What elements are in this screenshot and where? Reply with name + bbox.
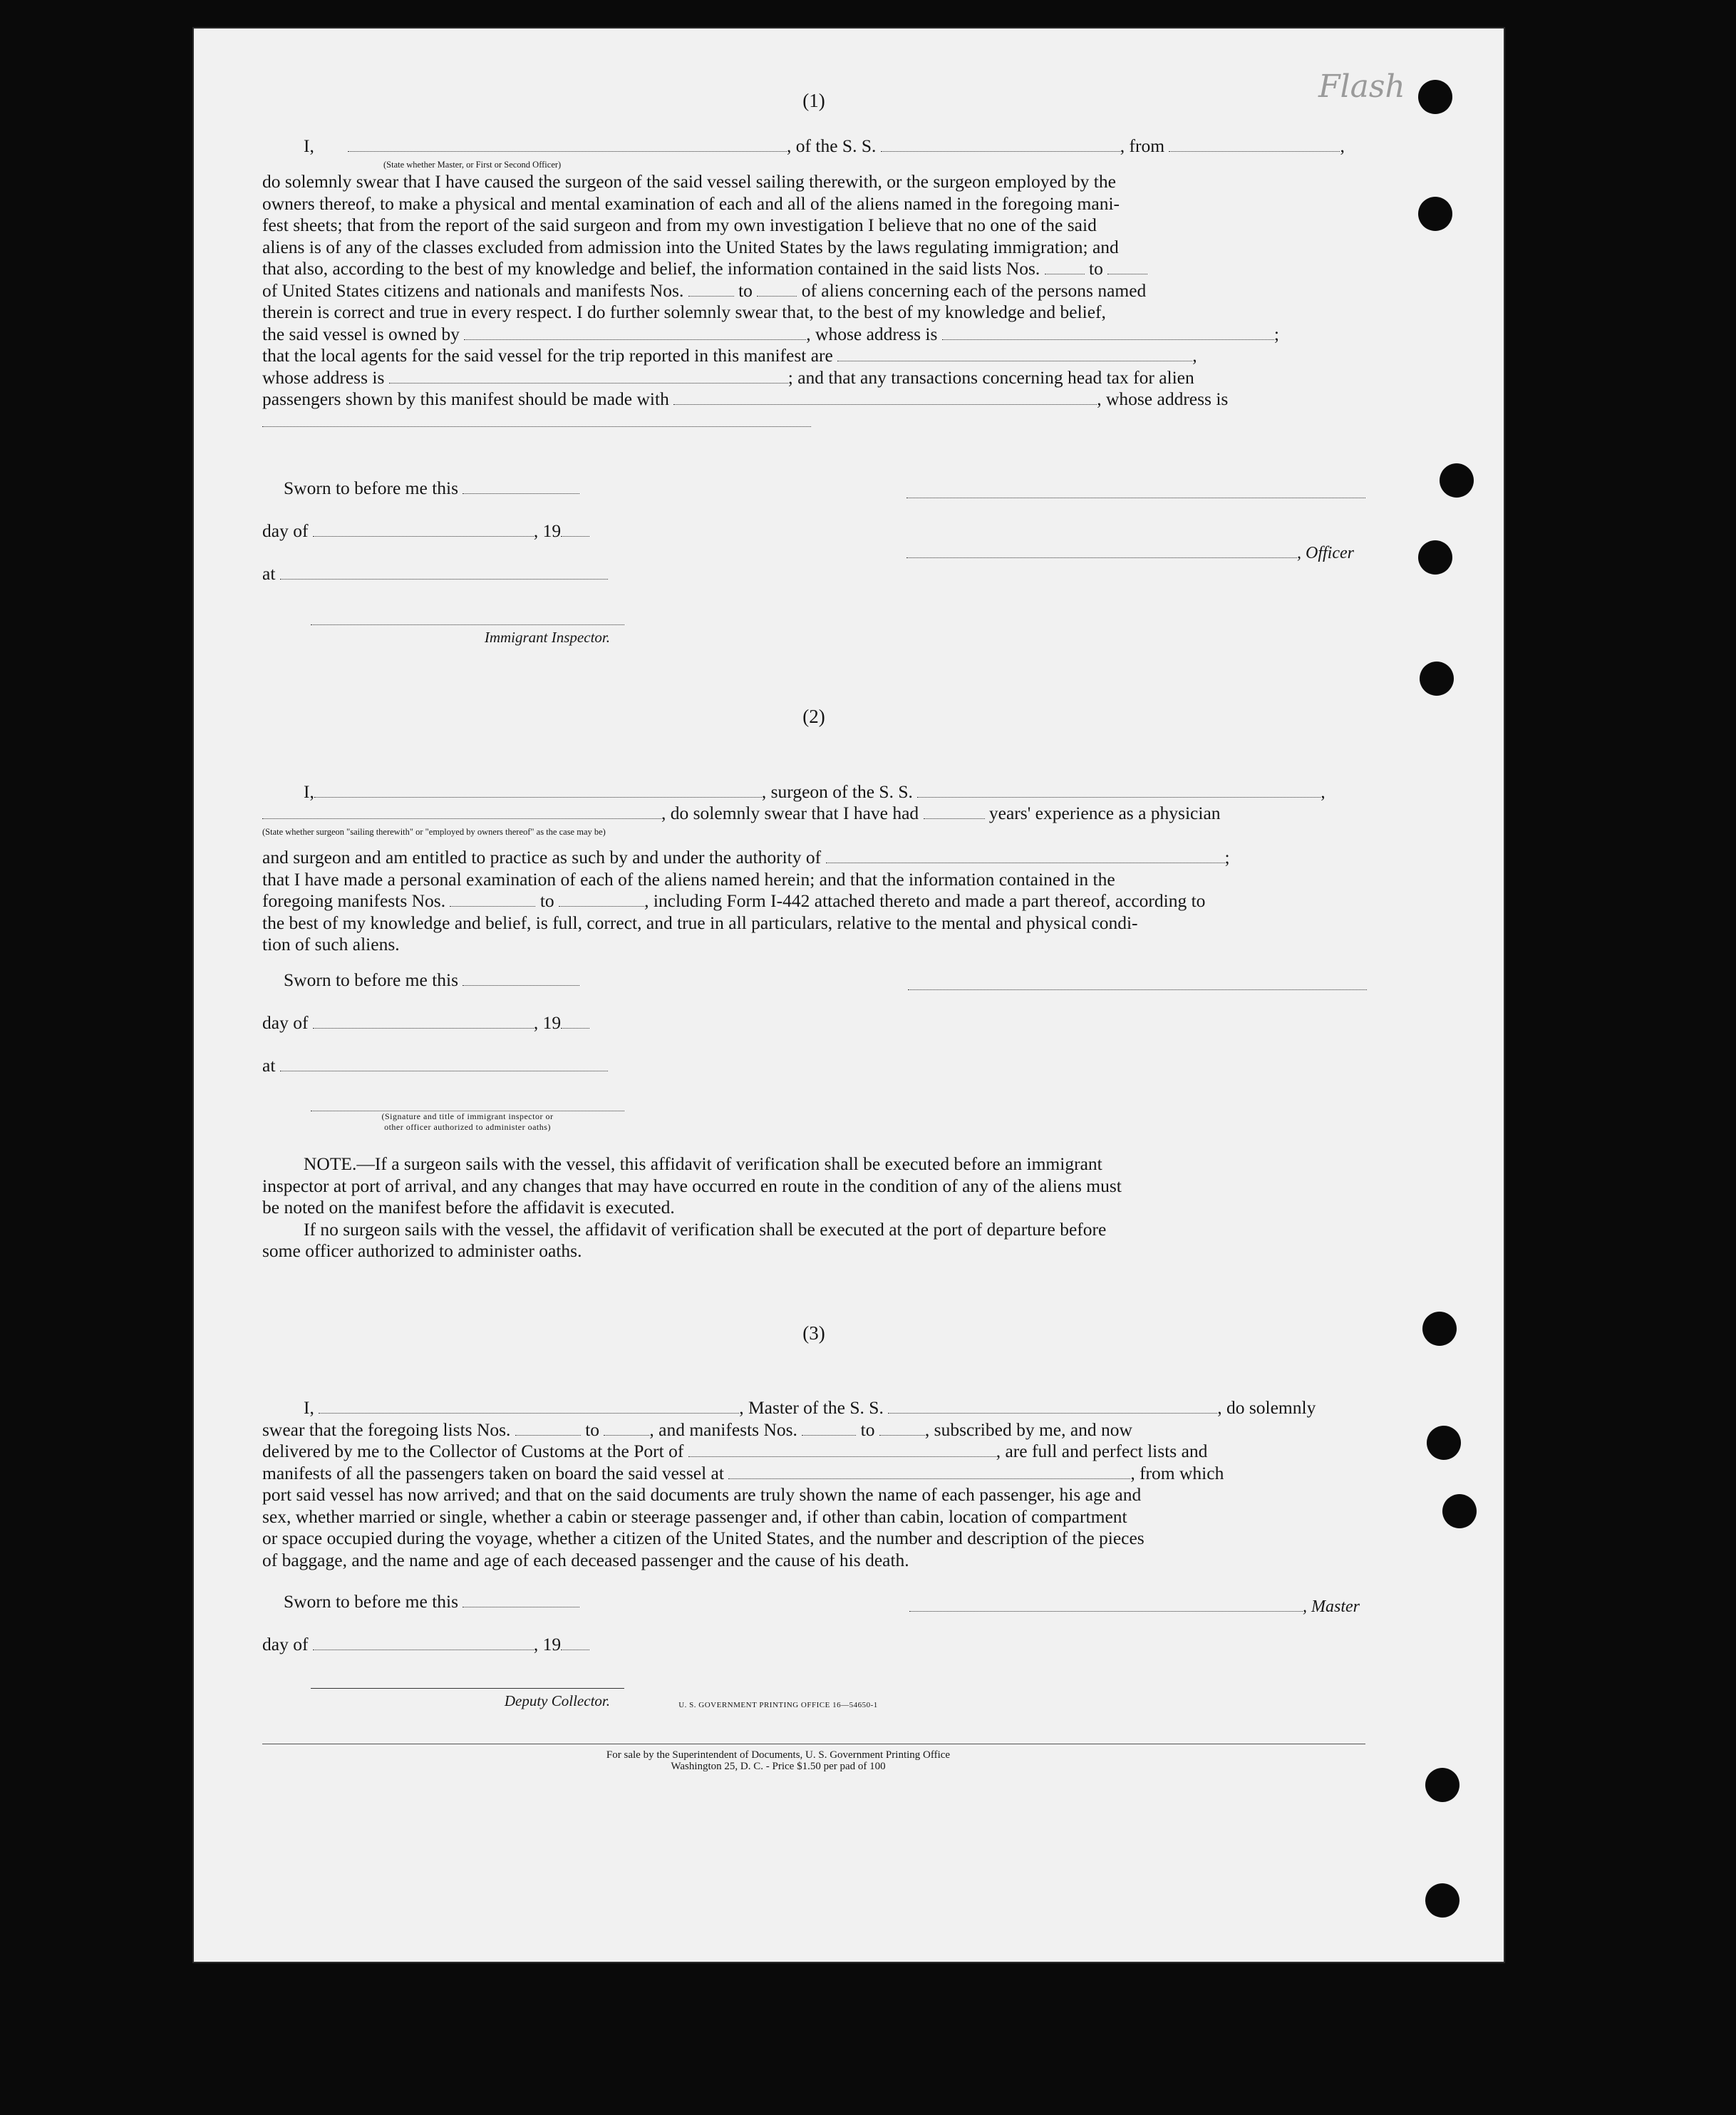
section-3-paragraph xyxy=(262,1397,1365,1571)
s3-master-caption: , Master xyxy=(1303,1597,1360,1616)
lists-from-field[interactable] xyxy=(1045,261,1085,274)
punch-hole xyxy=(1442,1494,1477,1528)
section-3-heading: (3) xyxy=(802,1322,825,1344)
s2-month-field[interactable] xyxy=(313,1015,534,1029)
s1-para-line-4: aliens is of any of the classes excluded from admission into the United States by the laws regulating immigration; and xyxy=(262,236,1119,257)
agents-address-field[interactable] xyxy=(389,370,788,384)
s1-at-block xyxy=(262,563,1365,585)
s3-month-field[interactable] xyxy=(313,1637,534,1650)
s2-vessel-field[interactable] xyxy=(917,784,1321,798)
port-of-arrival-field[interactable] xyxy=(688,1444,996,1457)
s1-citizens-line xyxy=(262,280,1365,302)
head-tax-agent-field[interactable] xyxy=(673,391,1097,405)
s3-sworn-label: Sworn to before me this xyxy=(284,1591,459,1612)
s3-line-2 xyxy=(262,1419,1365,1441)
s3-para-line-1: port said vessel has now arrived; and that on the said documents are truly shown the name of each passenger, his age and xyxy=(262,1484,1142,1505)
note-line-5: some officer authorized to administer oaths. xyxy=(262,1240,582,1261)
s1-month-field[interactable] xyxy=(313,523,534,537)
punch-hole xyxy=(1420,662,1454,696)
printing-office-line: U. S. GOVERNMENT PRINTING OFFICE 16—54650-1 xyxy=(678,1701,878,1709)
s2-manifests-from-field[interactable] xyxy=(450,893,535,907)
sale-line-1: For sale by the Superintendent of Documents, U. S. Government Printing Office xyxy=(606,1749,951,1761)
surgeon-name-field[interactable] xyxy=(314,784,762,798)
years-experience-field[interactable] xyxy=(924,806,985,819)
s3-lists-from-field[interactable] xyxy=(515,1422,581,1436)
s1-para-line-1: do solemnly swear that I have caused the surgeon of the said vessel sailing therewith, or the surgeon employed by the xyxy=(262,171,1116,192)
s1-para-line-2: owners thereof, to make a physical and mental examination of each and all of the aliens named in the foregoing mani- xyxy=(262,192,1120,214)
s3-year-label: , 19 xyxy=(533,1634,562,1655)
s2-day-line xyxy=(262,1012,1365,1034)
s2-year-field[interactable] xyxy=(561,1015,589,1029)
s1-from-label: , from xyxy=(1120,135,1165,156)
s1-lists-label: that also, according to the best of my knowledge and belief, the information contained in the said lists Nos. xyxy=(262,258,1040,279)
s2-sig-caption-2: other officer authorized to administer oaths) xyxy=(384,1122,551,1132)
note-line-3: be noted on the manifest before the affidavit is executed. xyxy=(262,1197,675,1218)
s1-inspector-caption: Immigrant Inspector. xyxy=(484,629,610,646)
s3-manifests-to-field[interactable] xyxy=(879,1422,925,1436)
s1-signature-line[interactable] xyxy=(906,485,1365,498)
s1-lists-line xyxy=(262,258,1365,280)
owner-address-field[interactable] xyxy=(942,326,1274,340)
surgeon-signature xyxy=(908,977,1367,990)
section-2-paragraph xyxy=(262,847,1365,956)
s3-day-line xyxy=(262,1634,1365,1656)
s3-perfect-label: , are full and perfect lists and xyxy=(996,1441,1208,1461)
s2-sworn-day-field[interactable] xyxy=(463,972,579,986)
from-port-field[interactable] xyxy=(1169,138,1340,152)
s3-lists-label: swear that the foregoing lists Nos. xyxy=(262,1419,511,1440)
s1-owned-line xyxy=(262,324,1365,346)
officer-name-field[interactable] xyxy=(348,138,787,152)
s2-line-1 xyxy=(262,781,1365,803)
s1-passengers-label: passengers shown by this manifest should be made with xyxy=(262,388,669,409)
surgeon-note: (State whether surgeon "sailing therewith" or "employed by owners thereof" as the case may be) xyxy=(262,827,606,837)
s3-subscribed-label: , subscribed by me, and now xyxy=(924,1419,1132,1440)
note-line-1: NOTE.—If a surgeon sails with the vessel, this affidavit of verification shall be executed before an immigrant xyxy=(304,1153,1102,1174)
s1-citizens-to: to xyxy=(738,279,753,301)
s1-day-label: day of xyxy=(262,520,309,541)
s1-year-label: , 19 xyxy=(533,520,562,541)
s2-surgeon-label: , surgeon of the S. S. xyxy=(761,781,913,802)
s2-line-7: tion of such aliens. xyxy=(262,934,400,954)
section-1-paragraph xyxy=(262,171,1365,432)
punch-hole xyxy=(1418,80,1452,114)
punch-hole xyxy=(1418,197,1452,231)
s1-at-label: at xyxy=(262,563,276,584)
s3-day-label: day of xyxy=(262,1634,309,1655)
s1-day-block xyxy=(262,520,1365,542)
officer-signature-line[interactable] xyxy=(906,545,1297,558)
s1-agents-label: that the local agents for the said vessel for the trip reported in this manifest are xyxy=(262,345,833,366)
form-page xyxy=(194,29,1504,1962)
s3-line-4 xyxy=(262,1463,1365,1485)
s1-agents-line xyxy=(262,345,1365,367)
s3-manifests-label: , and manifests Nos. xyxy=(649,1419,797,1440)
s2-inspector-signature-line[interactable] xyxy=(311,1099,624,1111)
lists-to-field[interactable] xyxy=(1107,261,1147,274)
s1-headtax-label: ; and that any transactions concerning head tax for alien xyxy=(787,366,1194,388)
s2-year-label: , 19 xyxy=(533,1012,562,1033)
s3-taken-label: manifests of all the passengers taken on board the said vessel at xyxy=(262,1462,724,1483)
section-1-heading: (1) xyxy=(802,90,825,111)
s3-solemnly-label: , do solemnly xyxy=(1217,1397,1316,1418)
s2-sworn-label: Sworn to before me this xyxy=(284,969,459,990)
s1-lists-to: to xyxy=(1089,258,1103,279)
s1-day-line xyxy=(262,520,1365,542)
s1-agents-end: , xyxy=(1192,345,1197,366)
s3-lists-to-field[interactable] xyxy=(604,1422,649,1436)
punch-hole xyxy=(1422,1312,1457,1346)
surgeon-signature-line[interactable] xyxy=(908,977,1367,990)
s2-line1-end: , xyxy=(1321,781,1326,802)
s2-i-label: I, xyxy=(304,781,314,802)
manifests-from-field[interactable] xyxy=(688,283,734,297)
s3-lists-to: to xyxy=(585,1419,600,1440)
s1-final-line xyxy=(262,411,1365,433)
s2-experience-label: , do solemnly swear that I have had xyxy=(661,803,919,823)
manifests-to-field[interactable] xyxy=(757,283,797,297)
s1-therein-line: therein is correct and true in every respect. I do further solemnly swear that, to the best of my knowledge and belief, xyxy=(262,302,1106,322)
s2-authority-line xyxy=(262,847,1365,869)
s1-owned-end: ; xyxy=(1273,323,1279,344)
vessel-name-field[interactable] xyxy=(881,138,1120,152)
s2-manifests-to: to xyxy=(539,890,554,911)
punch-hole xyxy=(1425,1883,1459,1918)
section-2-line-1 xyxy=(262,781,1365,803)
s2-sig-caption-1: (Signature and title of immigrant inspector or xyxy=(381,1111,554,1121)
s2-at-block xyxy=(262,1055,1365,1077)
s1-citizens-label: of United States citizens and nationals and manifests Nos. xyxy=(262,279,684,301)
s3-line-3 xyxy=(262,1441,1365,1463)
s1-whose-line xyxy=(262,367,1365,389)
s3-year-field[interactable] xyxy=(561,1637,589,1650)
officer-signature xyxy=(906,542,1365,565)
s3-line-1 xyxy=(262,1397,1365,1419)
port-of-departure-field[interactable] xyxy=(728,1466,1130,1479)
section-1-line-1 xyxy=(262,135,1365,170)
s2-day-block xyxy=(262,1012,1365,1034)
s3-manifests-to: to xyxy=(860,1419,875,1440)
s3-para-line-2: sex, whether married or single, whether a cabin or steerage passenger and, if other than cabin, location of compartment xyxy=(262,1506,1127,1527)
s1-passengers-address-label: , whose address is xyxy=(1097,388,1229,409)
punch-hole xyxy=(1418,540,1452,575)
s2-at-label: at xyxy=(262,1055,276,1076)
s2-line-6: the best of my knowledge and belief, is full, correct, and true in all particulars, relative to the mental and physical condi- xyxy=(262,912,1138,933)
s2-place-field[interactable] xyxy=(280,1058,608,1071)
s3-sworn-day-field[interactable] xyxy=(463,1594,579,1607)
s1-owner-address-label: , whose address is xyxy=(806,323,938,344)
s1-citizens-rest: of aliens concerning each of the persons named xyxy=(801,279,1147,301)
s1-year-field[interactable] xyxy=(561,523,589,537)
s3-manifests-from-field[interactable] xyxy=(802,1422,856,1436)
s1-at-line xyxy=(262,563,1365,585)
s2-at-line xyxy=(262,1055,1365,1077)
section-2-line-2 xyxy=(262,803,1365,837)
s2-form-label: , including Form I-442 attached thereto and made a part thereof, according to xyxy=(644,890,1206,911)
owner-field[interactable] xyxy=(464,326,806,340)
s2-day-label: day of xyxy=(262,1012,309,1033)
punch-hole xyxy=(1425,1768,1459,1802)
s1-of-ss-label: , of the S. S. xyxy=(787,135,877,156)
deputy-collector-signature-line[interactable] xyxy=(311,1677,624,1689)
s3-vessel-field[interactable] xyxy=(888,1400,1217,1414)
s1-place-field[interactable] xyxy=(280,566,608,580)
master-signature xyxy=(909,1595,1368,1618)
s2-inspector-signature xyxy=(311,1099,624,1133)
s1-sworn-label: Sworn to before me this xyxy=(284,478,459,498)
officer-note: (State whether Master, or First or Second Officer) xyxy=(383,160,562,170)
s2-authority-end: ; xyxy=(1224,847,1230,868)
s2-line-4: that I have made a personal examination of each of the aliens named herein; and that the information contained in the xyxy=(262,868,1115,890)
s2-manifests-to-field[interactable] xyxy=(559,893,644,907)
s2-physician-label: years' experience as a physician xyxy=(988,803,1221,823)
s1-sworn-day-field[interactable] xyxy=(463,480,579,494)
s1-whose-label: whose address is xyxy=(262,366,385,388)
s1-line1-end: , xyxy=(1340,135,1345,156)
s3-collector-label: delivered by me to the Collector of Customs at the Port of xyxy=(262,1441,684,1461)
s3-para-line-4: of baggage, and the name and age of each deceased passenger and the cause of his death. xyxy=(262,1549,909,1570)
note-line-4: If no surgeon sails with the vessel, the affidavit of verification shall be executed at the port of departure before xyxy=(304,1218,1107,1240)
note-paragraph xyxy=(262,1153,1365,1262)
sale-notice xyxy=(522,1749,1035,1772)
sale-line-2: Washington 25, D. C. - Price $1.50 per pad of 100 xyxy=(671,1761,886,1772)
licensing-authority-field[interactable] xyxy=(826,850,1225,863)
immigrant-inspector-signature xyxy=(311,612,624,649)
deputy-collector-signature xyxy=(311,1677,624,1712)
s1-owned-label: the said vessel is owned by xyxy=(262,323,460,344)
s1-officer-caption: , Officer xyxy=(1297,544,1354,562)
section-2-heading: (2) xyxy=(802,706,825,727)
s3-master-label: , Master of the S. S. xyxy=(739,1397,884,1418)
s1-passengers-line xyxy=(262,388,1365,411)
punch-hole xyxy=(1440,463,1474,498)
note-line-2: inspector at port of arrival, and any changes that may have occurred en route in the condition of any of the aliens must xyxy=(262,1175,1122,1196)
s1-inspector-signature-line[interactable] xyxy=(311,612,624,625)
s1-i-label: I, xyxy=(304,135,314,156)
s3-collector-caption: Deputy Collector. xyxy=(504,1692,610,1709)
s3-day-block xyxy=(262,1634,1365,1656)
head-tax-address-field[interactable] xyxy=(262,413,811,427)
s3-para-line-3: or space occupied during the voyage, whether a citizen of the United States, and the number and description of the pieces xyxy=(262,1528,1145,1548)
s2-manifests-label: foregoing manifests Nos. xyxy=(262,890,446,911)
surgeon-status-field[interactable] xyxy=(262,806,661,819)
local-agents-field[interactable] xyxy=(837,348,1192,361)
s2-manifests-line xyxy=(262,890,1365,912)
master-name-field[interactable] xyxy=(319,1400,739,1414)
s2-authority-label: and surgeon and am entitled to practice as such by and under the authority of xyxy=(262,847,822,868)
officer-signature-top-line xyxy=(906,485,1365,498)
punch-hole xyxy=(1427,1426,1461,1460)
s3-i-label: I, xyxy=(304,1397,314,1418)
handwritten-note: Flash xyxy=(1318,68,1405,105)
s1-para-line-3: fest sheets; that from the report of the said surgeon and from my own investigation I believe that no one of the said xyxy=(262,215,1097,235)
master-signature-line[interactable] xyxy=(909,1598,1303,1612)
s3-from-which-label: , from which xyxy=(1130,1462,1224,1483)
